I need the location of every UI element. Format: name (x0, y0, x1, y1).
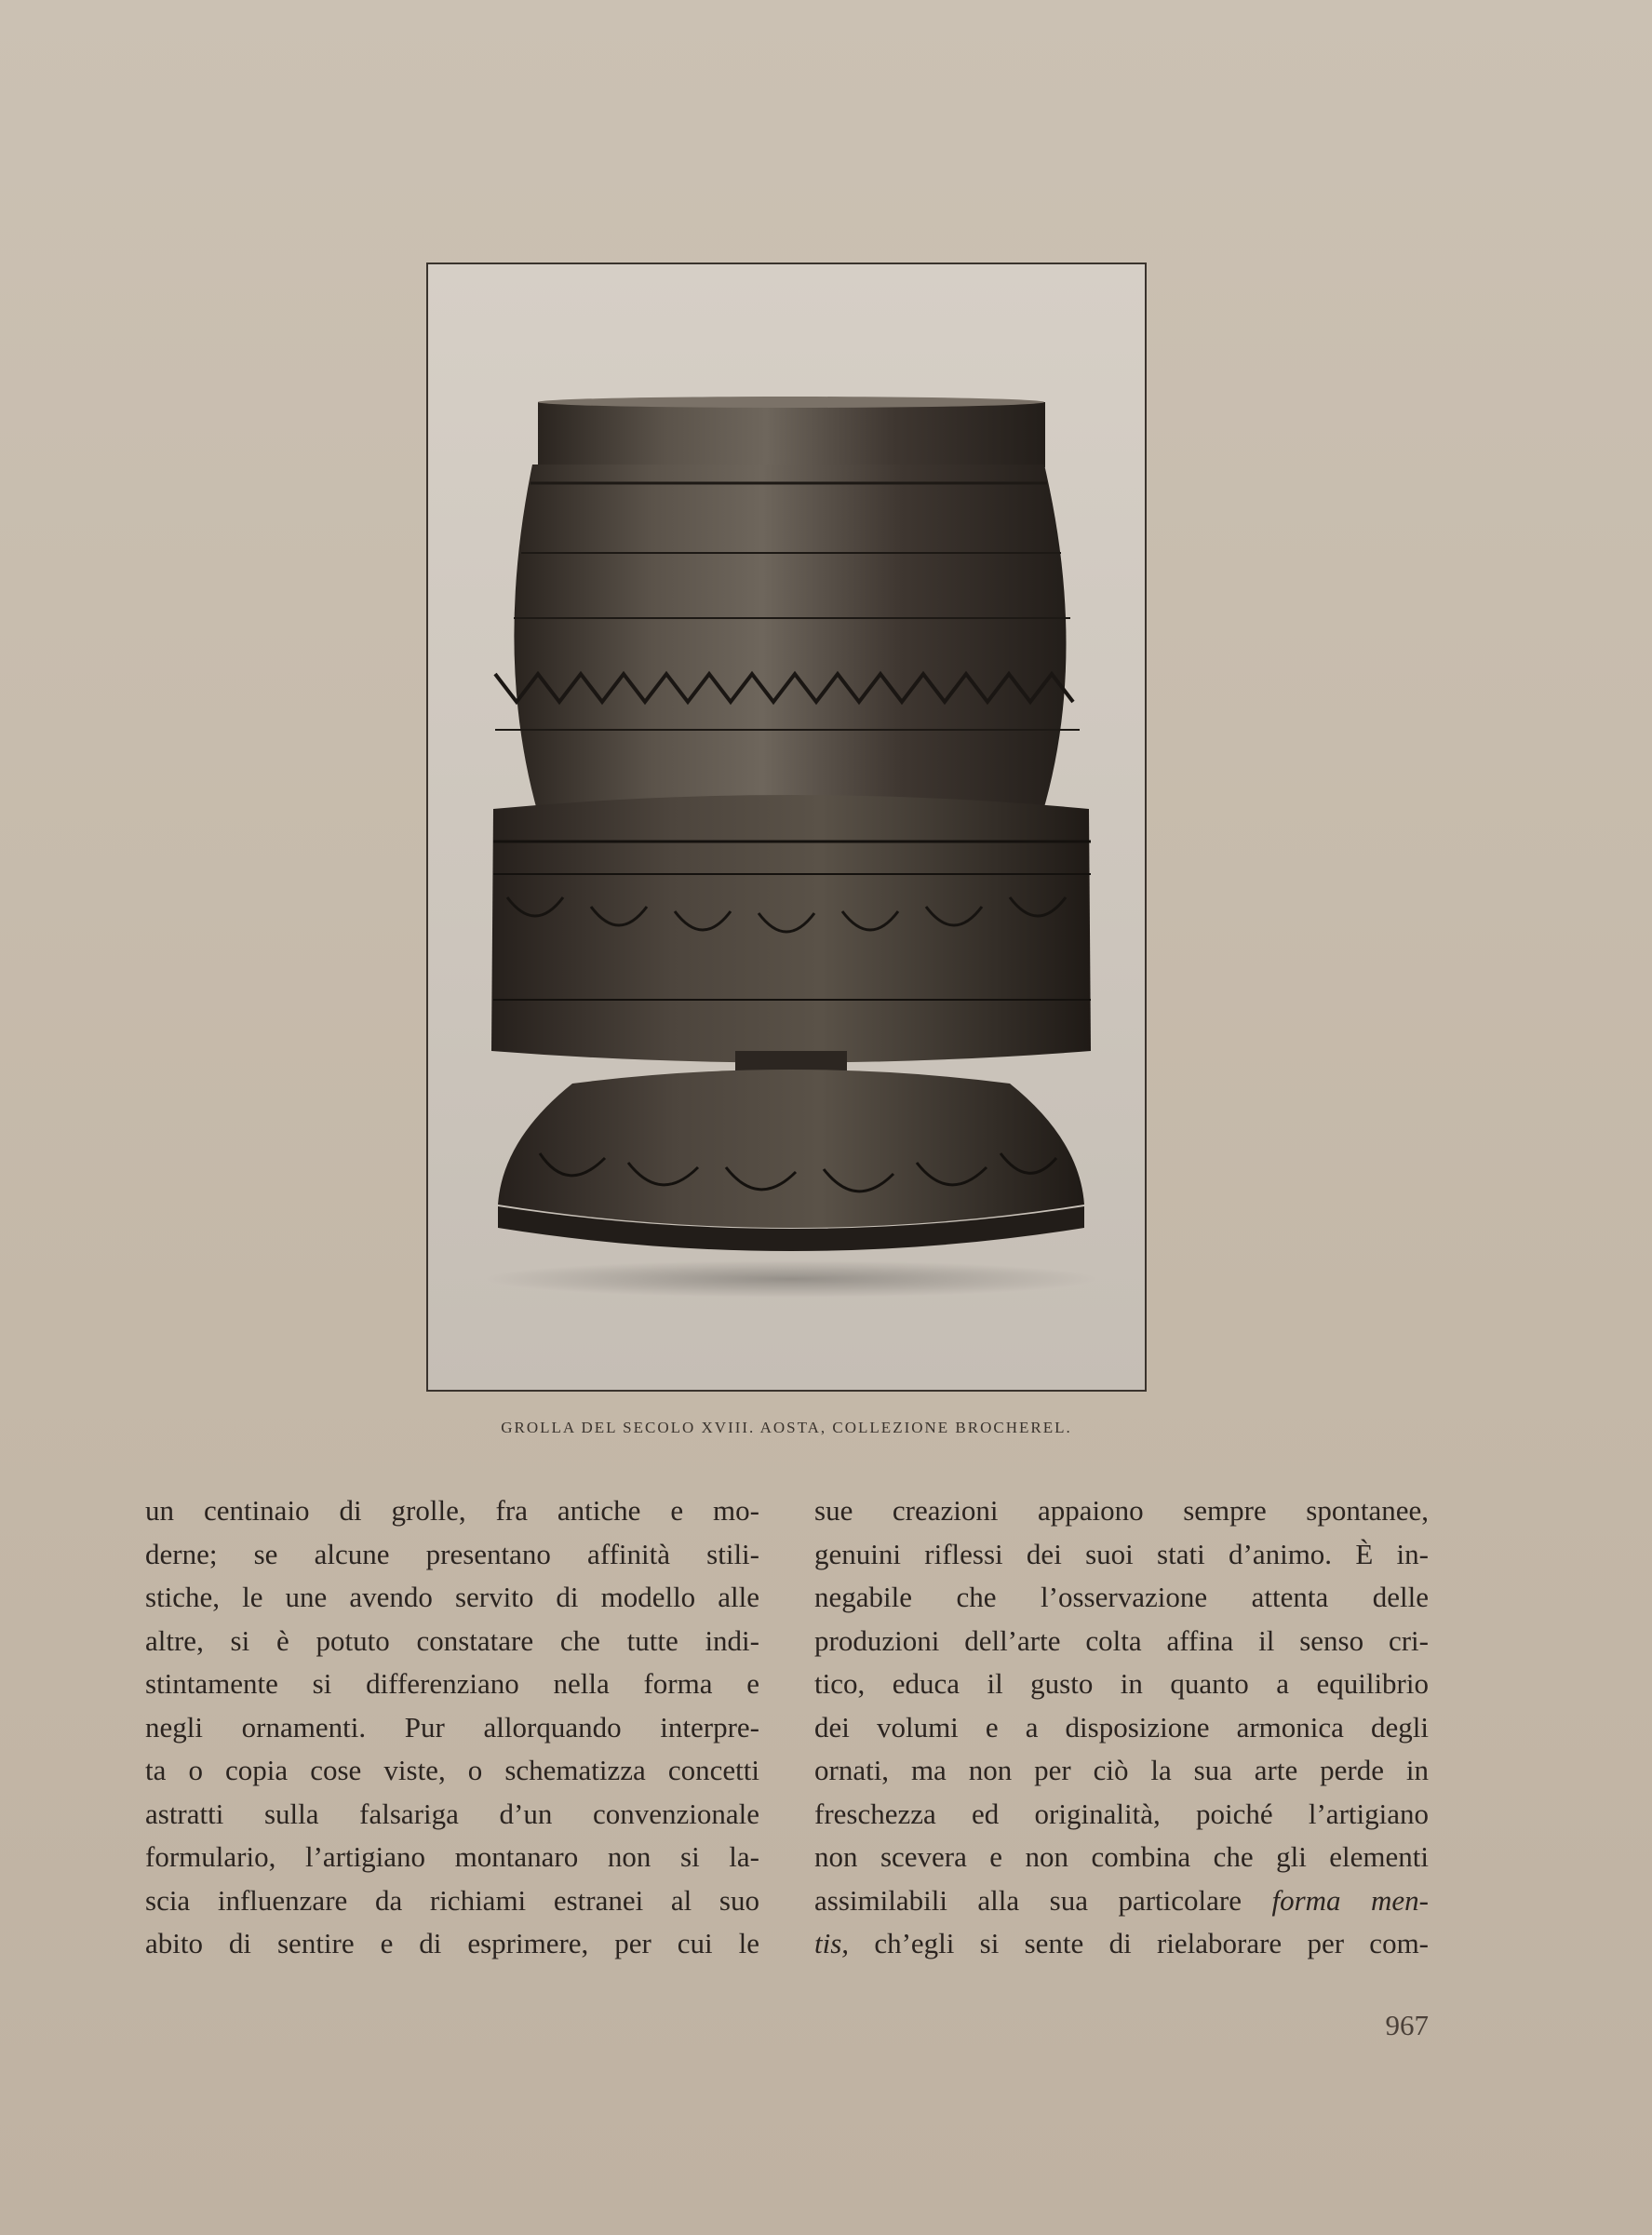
italic-fragment: tis, (814, 1927, 850, 1959)
text-line: ornati, ma non per ciò la sua arte perde in (814, 1754, 1429, 1786)
right-text-column (814, 1489, 1429, 1966)
text-line: stiche, le une avendo servito di modello alle (145, 1581, 759, 1613)
text-line: negli ornamenti. Pur allorquando interpre- (145, 1710, 759, 1744)
text-line: negabile che l’osservazione attenta delle (814, 1581, 1429, 1613)
text-line: un centinaio di grolle, fra antiche e mo- (145, 1494, 759, 1527)
text-line: astratti sulla falsariga d’un convenzionale (145, 1797, 759, 1830)
figure-plate (426, 263, 1147, 1392)
text-line: freschezza ed originalità, poiché l’artigiano (814, 1797, 1429, 1830)
text-line: sue creazioni appaiono sempre spontanee, (814, 1494, 1429, 1527)
text-line: scia influenzare da richiami estranei al suo (145, 1883, 759, 1917)
text-line: non scevera e non combina che gli elementi (814, 1840, 1429, 1873)
left-text-column (145, 1489, 759, 1966)
text-line: ta o copia cose viste, o schematizza concetti (145, 1754, 759, 1786)
wooden-grolla-photo (428, 264, 1145, 1390)
figure-caption: GROLLA DEL SECOLO XVIII. AOSTA, COLLEZIONE BROCHEREL. (501, 1419, 1072, 1436)
text-line: stintamente si differenziano nella forma e (145, 1667, 759, 1700)
text-line: tico, educa il gusto in quanto a equilibrio (814, 1667, 1429, 1700)
text-fragment: ch’egli si sente di rielaborare per com- (849, 1927, 1429, 1959)
text-line: formulario, l’artigiano montanaro non si la- (145, 1840, 759, 1873)
text-fragment: assimilabili alla sua particolare (814, 1883, 1272, 1917)
text-line-mixed (814, 1879, 1429, 1923)
page-number: 967 (1385, 2009, 1429, 2041)
text-line: derne; se alcune presentano affinità stili- (145, 1537, 759, 1570)
text-line: dei volumi e a disposizione armonica degli (814, 1710, 1429, 1744)
text-line: altre, si è potuto constatare che tutte indi- (145, 1623, 759, 1657)
text-line: produzioni dell’arte colta affina il senso cri- (814, 1623, 1429, 1657)
text-line-mixed (814, 1922, 1429, 1966)
text-line: abito di sentire e di esprimere, per cui le (145, 1927, 759, 1959)
text-line: genuini riflessi dei suoi stati d’animo. È in- (814, 1537, 1429, 1570)
italic-fragment: forma men- (1271, 1883, 1429, 1917)
